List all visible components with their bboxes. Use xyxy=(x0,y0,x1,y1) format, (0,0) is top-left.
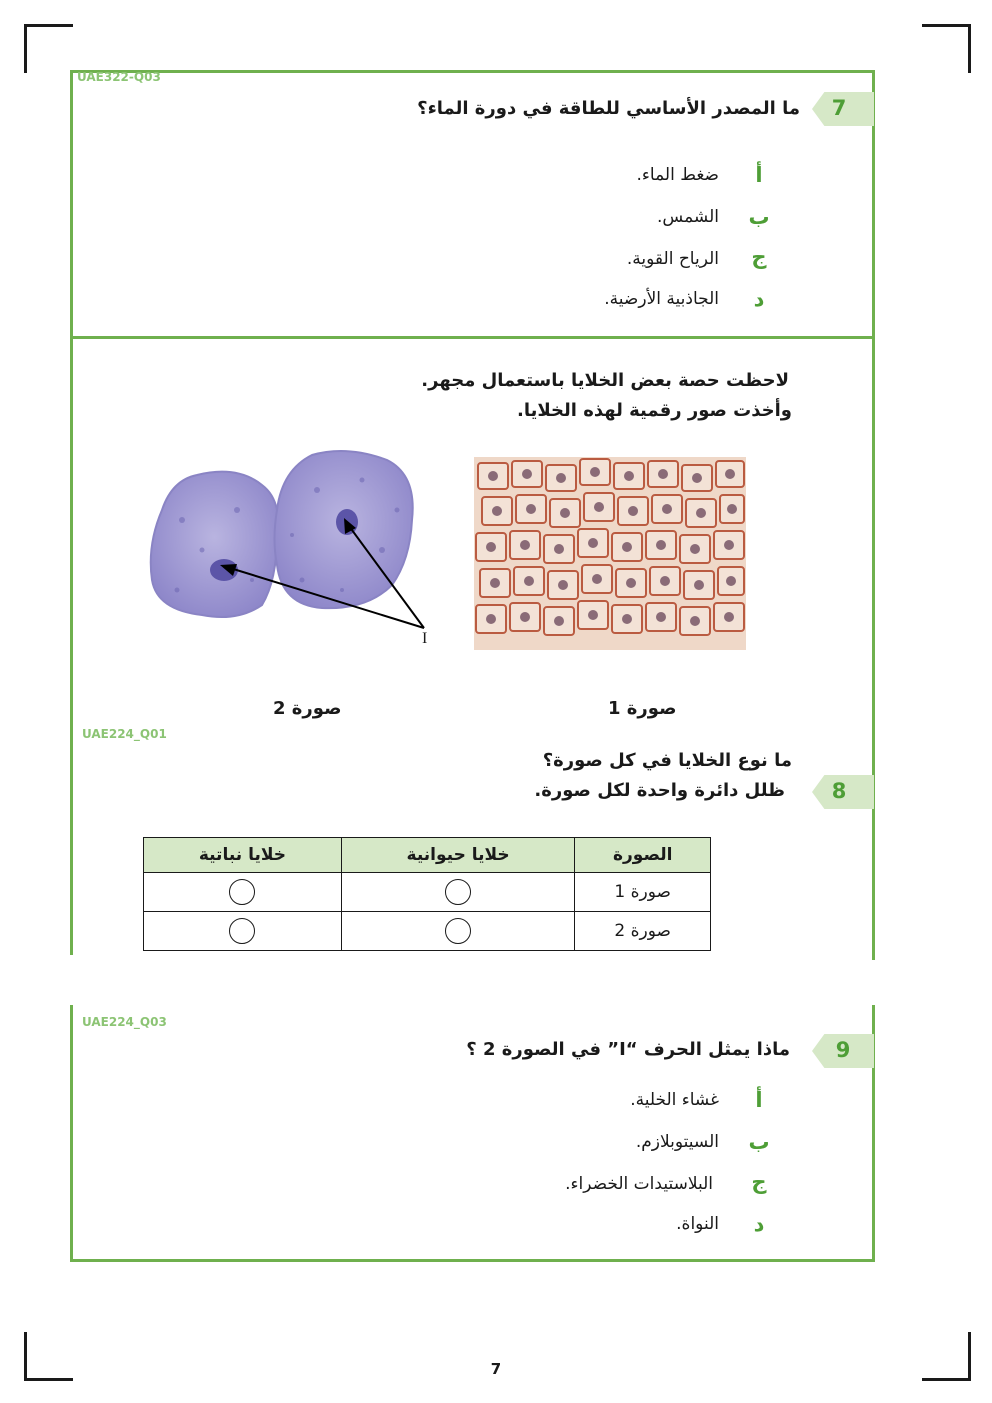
page-number: 7 xyxy=(490,1360,502,1378)
question-number: 8 xyxy=(831,779,847,803)
option-letter: د xyxy=(753,287,765,311)
plant-cells-image xyxy=(474,457,746,650)
option-letter: د xyxy=(753,1212,765,1236)
crop-mark-bottom-left xyxy=(24,1332,73,1381)
option-b[interactable]: السيتوبلازم. xyxy=(635,1132,719,1152)
answer-table xyxy=(143,837,711,951)
answer-circle[interactable] xyxy=(445,879,471,905)
table-cell xyxy=(144,873,342,912)
question-text: ماذا يمثل الحرف “I” في الصورة 2 ؟ xyxy=(466,1039,790,1060)
option-c[interactable]: البلاستيدات الخضراء. xyxy=(565,1174,713,1194)
pointer-label: I xyxy=(422,630,428,647)
caption-image-1: صورة 1 xyxy=(608,698,677,719)
question-code: UAE322-Q03 xyxy=(77,70,161,84)
table-row-label: صورة 1 xyxy=(575,873,711,912)
table-header: خلايا حيوانية xyxy=(341,838,575,873)
option-a[interactable]: ضغط الماء. xyxy=(636,165,719,185)
table-row-label: صورة 2 xyxy=(575,912,711,951)
option-d[interactable]: الجاذبية الأرضية. xyxy=(604,289,719,309)
question-line-1: ما نوع الخلايا في كل صورة؟ xyxy=(542,750,792,771)
table-cell xyxy=(341,873,575,912)
intro-line-2: وأخذت صور رقمية لهذه الخلايا. xyxy=(517,400,792,421)
table-cell xyxy=(341,912,575,951)
option-letter: ج xyxy=(751,1170,767,1194)
option-a[interactable]: غشاء الخلية. xyxy=(630,1090,719,1110)
answer-circle[interactable] xyxy=(445,918,471,944)
crop-mark-bottom-right xyxy=(922,1332,971,1381)
question-number: 9 xyxy=(835,1038,851,1062)
question-code: UAE224_Q03 xyxy=(82,1015,167,1029)
crop-mark-top-right xyxy=(922,24,971,73)
frame-gap-left xyxy=(70,955,74,1005)
frame-gap-right xyxy=(871,960,875,1005)
animal-cells-image xyxy=(142,440,432,655)
answer-circle[interactable] xyxy=(229,918,255,944)
option-letter: ج xyxy=(751,245,767,269)
table-header: الصورة xyxy=(575,838,711,873)
option-c[interactable]: الرياح القوية. xyxy=(626,249,719,269)
answer-circle[interactable] xyxy=(229,879,255,905)
intro-line-1: لاحظت حصة بعض الخلايا باستعمال مجهر. xyxy=(421,370,789,391)
table-cell xyxy=(144,912,342,951)
table-row xyxy=(144,912,711,951)
option-letter: ب xyxy=(748,205,770,229)
question-number: 7 xyxy=(831,96,847,120)
option-letter: أ xyxy=(755,1088,763,1112)
question-text: ما المصدر الأساسي للطاقة في دورة الماء؟ xyxy=(417,98,800,119)
option-b[interactable]: الشمس. xyxy=(657,207,719,227)
caption-image-2: صورة 2 xyxy=(273,698,342,719)
question-line-2: ظلل دائرة واحدة لكل صورة. xyxy=(534,780,785,801)
table-row xyxy=(144,873,711,912)
table-header: خلايا نباتية xyxy=(144,838,342,873)
option-letter: ب xyxy=(748,1130,770,1154)
option-d[interactable]: النواة. xyxy=(676,1214,719,1234)
question-code: UAE224_Q01 xyxy=(82,727,167,741)
crop-mark-top-left xyxy=(24,24,73,73)
option-letter: أ xyxy=(755,163,763,187)
